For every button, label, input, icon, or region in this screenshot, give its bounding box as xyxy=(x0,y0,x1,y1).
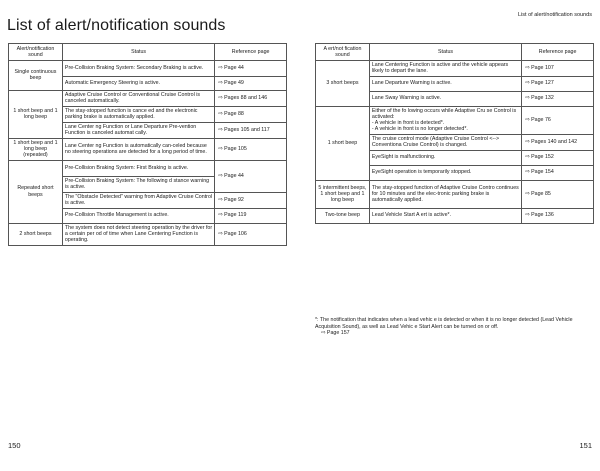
sound-cell: 3 short beeps xyxy=(316,60,370,106)
column-header-sound: A ert/not fication sound xyxy=(316,44,370,61)
reference-cell: ⇨ Page 107 xyxy=(522,60,594,76)
page-number-right: 151 xyxy=(579,441,592,450)
status-cell: The stay-stopped function of Adaptive Cruise Contro continues for 10 minutes and the elec-tronic parking brake is automatically applied. xyxy=(369,180,521,208)
status-cell: Pre-Collision Braking System: First Braking is active. xyxy=(62,160,214,176)
table-row xyxy=(316,60,594,76)
status-cell: Lead Vehicle Start A ert is active*. xyxy=(369,208,521,223)
sound-cell: 1 short beep xyxy=(316,106,370,180)
reference-cell: ⇨ Page 85 xyxy=(522,180,594,208)
status-cell: Pre-Collision Throttle Management is active. xyxy=(62,208,214,223)
reference-cell: ⇨ Page 44 xyxy=(215,60,287,76)
reference-cell: ⇨ Page 76 xyxy=(522,106,594,134)
table-row xyxy=(9,160,287,176)
column-header-status: Status xyxy=(62,44,214,61)
sound-cell: Two-tone beep xyxy=(316,208,370,223)
table-row xyxy=(9,138,287,160)
status-cell: Either of the fo lowing occurs while Adaptive Cru se Control is activated: - A vehicle in front is detected*. - A vehicle in front is no longer detected*. xyxy=(369,106,521,134)
column-header-reference: Reference page xyxy=(215,44,287,61)
reference-cell: ⇨ Page 154 xyxy=(522,165,594,180)
table-row xyxy=(316,208,594,223)
page-number-left: 150 xyxy=(8,441,21,450)
table-row xyxy=(9,223,287,245)
status-cell: Lane Center ng Function is automatically can-celed because no steering operations are detected for a long period of time. xyxy=(62,138,214,160)
reference-cell: ⇨ Page 44 xyxy=(215,160,287,192)
reference-cell: ⇨ Page 88 xyxy=(215,106,287,122)
reference-cell: ⇨ Page 92 xyxy=(215,192,287,208)
column-header-reference: Reference page xyxy=(522,44,594,61)
footnote-reference: ⇨ Page 157 xyxy=(321,330,350,337)
reference-cell: ⇨ Page 152 xyxy=(522,150,594,165)
table-header-row xyxy=(9,44,287,61)
reference-cell: ⇨ Page 49 xyxy=(215,76,287,90)
sound-cell: 5 intermittent beeps, 1 short beep and 1 long beep xyxy=(316,180,370,208)
reference-cell: ⇨ Page 136 xyxy=(522,208,594,223)
column-header-sound: Alert/notification sound xyxy=(9,44,63,61)
table-header-row xyxy=(316,44,594,61)
status-cell: Pre-Collision Braking System: The following d stance warning is active. xyxy=(62,176,214,192)
status-cell: Lane Center ng Function or Lane Departure Pre-vention Function is canceled automat cally. xyxy=(62,122,214,138)
sound-cell: Single continuous beep xyxy=(9,60,63,90)
reference-cell: ⇨ Page 127 xyxy=(522,76,594,91)
page-title: List of alert/notification sounds xyxy=(7,17,226,34)
reference-cell: ⇨ Pages 88 and 146 xyxy=(215,90,287,106)
status-cell: EyeSight operation is temporarily stopped. xyxy=(369,165,521,180)
sound-cell: Repeated short beeps xyxy=(9,160,63,223)
running-header: List of alert/notification sounds xyxy=(518,12,592,18)
reference-cell: ⇨ Page 106 xyxy=(215,223,287,245)
status-cell: The stay-stopped function is cance ed and the electronic parking brake is automatically applied. xyxy=(62,106,214,122)
status-cell: Pre-Collision Braking System: Secondary Braking is active. xyxy=(62,60,214,76)
status-cell: The cruise control mode (Adaptive Cruise Control <--> Conventiona Cruise Control) is changed. xyxy=(369,134,521,150)
sound-cell: 2 short beeps xyxy=(9,223,63,245)
table-row xyxy=(316,106,594,134)
status-cell: Lane Departure Warning is active. xyxy=(369,76,521,91)
sound-cell: 1 short beep and 1 long beep (repeated) xyxy=(9,138,63,160)
status-cell: The "Obstacle Detected" warning from Adaptive Cruise Control is active. xyxy=(62,192,214,208)
reference-cell: ⇨ Page 132 xyxy=(522,91,594,106)
status-cell: Adaptive Cruise Control or Conventional Cruise Control is canceled automatically. xyxy=(62,90,214,106)
reference-cell: ⇨ Page 119 xyxy=(215,208,287,223)
table-row xyxy=(316,180,594,208)
reference-cell: ⇨ Page 105 xyxy=(215,138,287,160)
table-row xyxy=(9,90,287,106)
footnote-text: *: The notification that indicates when a lead vehic e is detected or when it is no longer detected (Lead Vehicle Acquisition Sound), as well as Lead Vehic e Start Alert can be turned on or off. xyxy=(315,317,573,330)
status-cell: Automatic Emergency Steering is active. xyxy=(62,76,214,90)
status-cell: EyeSight is malfunctioning. xyxy=(369,150,521,165)
status-cell: The system does not detect steering operation by the driver for a certain per od of time when Lane Centering Function is operating. xyxy=(62,223,214,245)
alert-sounds-table-right xyxy=(315,43,594,224)
reference-cell: ⇨ Pages 105 and 117 xyxy=(215,122,287,138)
reference-cell: ⇨ Pages 140 and 142 xyxy=(522,134,594,150)
status-cell: Lane Centering Function is active and the vehicle appears likely to depart the lane. xyxy=(369,60,521,76)
sound-cell: 1 short beep and 1 long beep xyxy=(9,90,63,138)
alert-sounds-table-left xyxy=(8,43,287,246)
table-row xyxy=(9,60,287,76)
status-cell: Lane Sway Warning is active. xyxy=(369,91,521,106)
footnote xyxy=(315,317,593,337)
column-header-status: Status xyxy=(369,44,521,61)
